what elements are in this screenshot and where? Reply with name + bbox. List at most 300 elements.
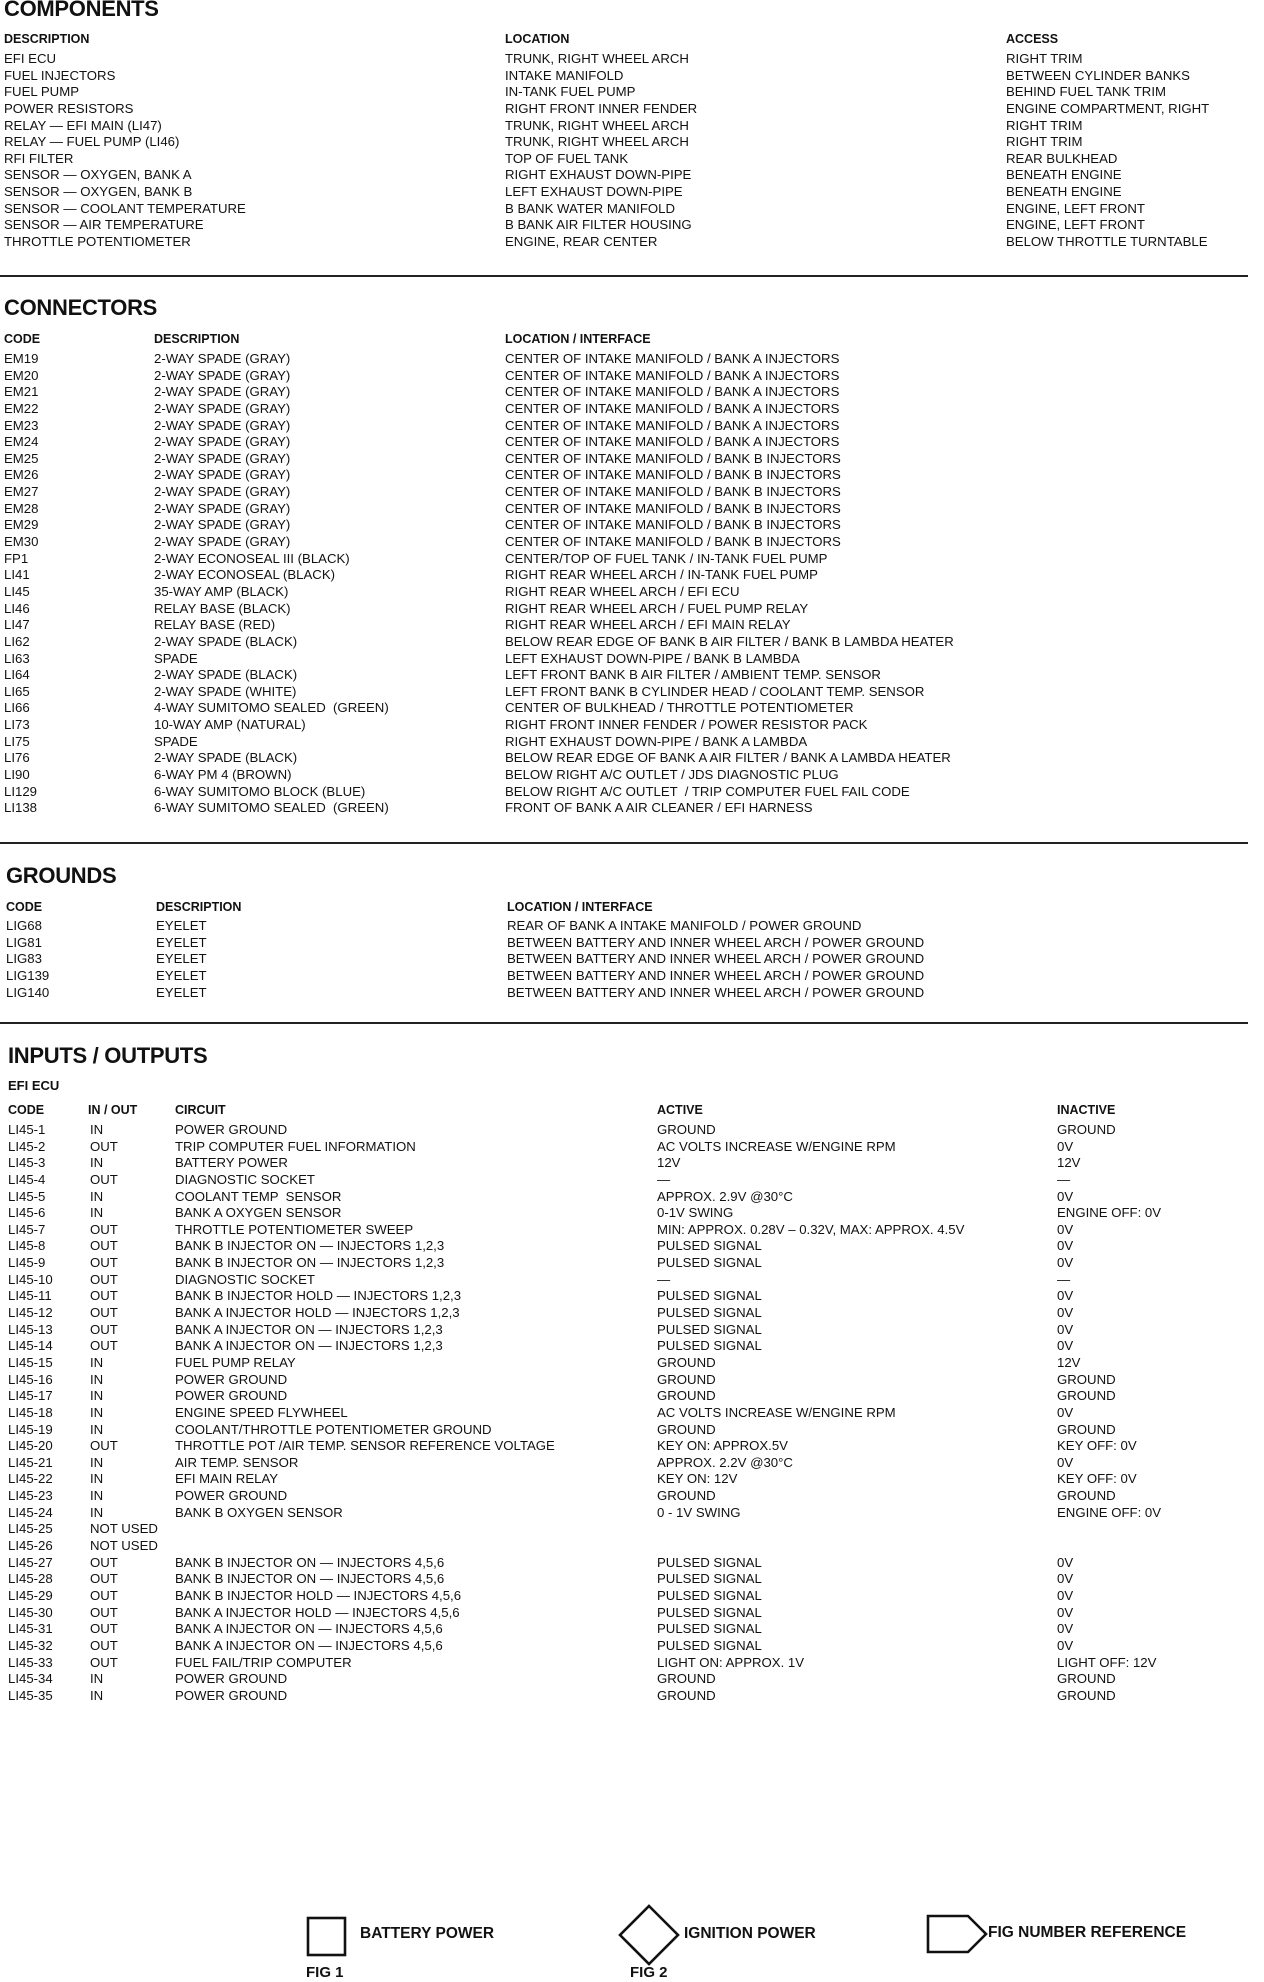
- io-active-cell: —: [657, 1271, 671, 1287]
- connectors-location-cell: BELOW REAR EDGE OF BANK B AIR FILTER / BANK B LAMBDA HEATER: [505, 633, 954, 649]
- connectors-description-cell: SPADE: [154, 733, 198, 749]
- io-inout-cell: IN: [90, 1471, 104, 1487]
- components-location-cell: RIGHT EXHAUST DOWN-PIPE: [505, 167, 692, 183]
- components-access-cell: BETWEEN CYLINDER BANKS: [1006, 67, 1190, 83]
- io-active-cell: GROUND: [657, 1687, 716, 1703]
- io-inout-cell: IN: [90, 1205, 104, 1221]
- io-active-cell: PULSED SIGNAL: [657, 1255, 762, 1271]
- section-divider: [0, 275, 1248, 277]
- io-header-code: CODE: [8, 1103, 45, 1117]
- fig1-label: FIG 1: [306, 1964, 344, 1981]
- io-inout-cell: IN: [90, 1454, 104, 1470]
- io-inactive-cell: 0V: [1057, 1188, 1074, 1204]
- fig-number-reference-label: FIG NUMBER REFERENCE: [988, 1924, 1187, 1941]
- io-circuit-cell: BANK B INJECTOR ON — INJECTORS 1,2,3: [175, 1255, 445, 1271]
- connectors-code-cell: LI66: [4, 700, 30, 716]
- connectors-code-cell: LI45: [4, 583, 30, 599]
- io-inout-cell: IN: [90, 1404, 104, 1420]
- io-circuit-cell: ENGINE SPEED FLYWHEEL: [175, 1404, 348, 1420]
- io-inout-cell: OUT: [90, 1338, 118, 1354]
- io-inactive-cell: 0V: [1057, 1621, 1074, 1637]
- components-description-column: [4, 51, 246, 251]
- components-location-column: [505, 51, 697, 251]
- io-inout-cell: OUT: [90, 1571, 118, 1587]
- connectors-code-cell: EM29: [4, 517, 39, 533]
- io-inactive-cell: 0V: [1057, 1604, 1074, 1620]
- connectors-location-cell: CENTER OF INTAKE MANIFOLD / BANK B INJECTORS: [505, 517, 841, 533]
- io-active-cell: AC VOLTS INCREASE W/ENGINE RPM: [657, 1138, 896, 1154]
- io-circuit-cell: BANK A INJECTOR ON — INJECTORS 1,2,3: [175, 1338, 443, 1354]
- grounds-location-column: [507, 918, 924, 1001]
- io-code-cell: LI45-21: [8, 1454, 53, 1470]
- io-active-cell: PULSED SIGNAL: [657, 1637, 762, 1653]
- connectors-description-cell: RELAY BASE (RED): [154, 617, 276, 633]
- components-access-cell: BENEATH ENGINE: [1006, 184, 1122, 200]
- connectors-code-cell: EM28: [4, 500, 39, 516]
- connectors-location-cell: CENTER OF INTAKE MANIFOLD / BANK A INJECTORS: [505, 434, 840, 450]
- connectors-location-cell: CENTER OF INTAKE MANIFOLD / BANK B INJECTORS: [505, 467, 841, 483]
- io-inout-cell: IN: [90, 1354, 104, 1370]
- grounds-code-cell: LIG83: [6, 951, 42, 967]
- connectors-location-cell: CENTER OF INTAKE MANIFOLD / BANK B INJECTORS: [505, 534, 841, 550]
- connectors-location-cell: RIGHT FRONT INNER FENDER / POWER RESISTOR PACK: [505, 717, 868, 733]
- components-description-cell: FUEL INJECTORS: [4, 67, 116, 83]
- grounds-code-cell: LIG81: [6, 934, 42, 950]
- io-active-cell: PULSED SIGNAL: [657, 1554, 762, 1570]
- connectors-location-cell: BELOW RIGHT A/C OUTLET / TRIP COMPUTER FUEL FAIL CODE: [505, 783, 910, 799]
- io-code-cell: LI45-28: [8, 1571, 53, 1587]
- components-access-cell: BELOW THROTTLE TURNTABLE: [1006, 234, 1208, 250]
- grounds-description-column: [156, 918, 207, 1001]
- io-code-cell: LI45-26: [8, 1538, 53, 1554]
- io-header-inout: IN / OUT: [88, 1103, 138, 1117]
- connectors-location-cell: LEFT EXHAUST DOWN-PIPE / BANK B LAMBDA: [505, 650, 800, 666]
- io-inout-cell: IN: [90, 1122, 104, 1137]
- io-inout-cell: OUT: [90, 1438, 118, 1454]
- io-circuit-cell: TRIP COMPUTER FUEL INFORMATION: [175, 1138, 416, 1154]
- io-active-cell: GROUND: [657, 1354, 716, 1370]
- io-circuit-cell: POWER GROUND: [175, 1687, 288, 1703]
- connectors-code-cell: LI76: [4, 750, 30, 766]
- io-code-cell: LI45-29: [8, 1587, 53, 1603]
- io-active-cell: APPROX. 2.2V @30°C: [657, 1454, 793, 1470]
- connectors-description-cell: 2-WAY SPADE (GRAY): [154, 417, 291, 433]
- connectors-location-cell: BELOW RIGHT A/C OUTLET / JDS DIAGNOSTIC PLUG: [505, 767, 839, 783]
- connectors-location-cell: LEFT FRONT BANK B CYLINDER HEAD / COOLANT TEMP. SENSOR: [505, 683, 925, 699]
- grounds-location-cell: BETWEEN BATTERY AND INNER WHEEL ARCH / POWER GROUND: [507, 967, 925, 983]
- io-circuit-cell: BATTERY POWER: [175, 1155, 288, 1171]
- components-header-access: ACCESS: [1006, 32, 1059, 46]
- connectors-description-cell: SPADE: [154, 650, 198, 666]
- battery-power-label: BATTERY POWER: [360, 1925, 495, 1942]
- io-inout-cell: OUT: [90, 1587, 118, 1603]
- connectors-description-cell: 2-WAY SPADE (GRAY): [154, 484, 291, 500]
- io-code-cell: LI45-35: [8, 1687, 53, 1703]
- connectors-code-cell: LI65: [4, 683, 30, 699]
- components-description-cell: SENSOR — COOLANT TEMPERATURE: [4, 200, 246, 216]
- io-inout-cell: OUT: [90, 1321, 118, 1337]
- io-active-cell: GROUND: [657, 1371, 716, 1387]
- io-inactive-cell: ENGINE OFF: 0V: [1057, 1205, 1162, 1221]
- components-location-cell: TRUNK, RIGHT WHEEL ARCH: [505, 117, 689, 133]
- connectors-location-cell: BELOW REAR EDGE OF BANK A AIR FILTER / BANK A LAMBDA HEATER: [505, 750, 951, 766]
- connectors-code-cell: LI63: [4, 650, 30, 666]
- io-inactive-cell: 0V: [1057, 1221, 1074, 1237]
- io-circuit-cell: BANK A INJECTOR ON — INJECTORS 4,5,6: [175, 1621, 443, 1637]
- io-active-cell: MIN: APPROX. 0.28V – 0.32V, MAX: APPROX. 4.5V: [657, 1221, 965, 1237]
- grounds-title: GROUNDS: [6, 863, 117, 888]
- io-active-cell: [657, 1521, 964, 1538]
- io-circuit-cell: BANK B INJECTOR ON — INJECTORS 1,2,3: [175, 1238, 445, 1254]
- connectors-description-cell: 2-WAY ECONOSEAL III (BLACK): [154, 550, 350, 566]
- fig2-label: FIG 2: [630, 1964, 668, 1981]
- io-inactive-cell: 0V: [1057, 1404, 1074, 1420]
- io-active-cell: PULSED SIGNAL: [657, 1338, 762, 1354]
- io-circuit-cell: BANK A INJECTOR ON — INJECTORS 1,2,3: [175, 1321, 443, 1337]
- components-location-cell: ENGINE, REAR CENTER: [505, 234, 658, 250]
- components-access-cell: RIGHT TRIM: [1006, 134, 1083, 150]
- connectors-code-cell: EM21: [4, 384, 39, 400]
- connectors-code-cell: LI62: [4, 633, 30, 649]
- io-active-cell: GROUND: [657, 1388, 716, 1404]
- connectors-description-cell: 2-WAY SPADE (GRAY): [154, 400, 291, 416]
- io-active-cell: LIGHT ON: APPROX. 1V: [657, 1654, 805, 1670]
- io-circuit-column: [175, 1122, 555, 1704]
- grounds-location-cell: REAR OF BANK A INTAKE MANIFOLD / POWER GROUND: [507, 918, 862, 933]
- connectors-location-cell: CENTER OF INTAKE MANIFOLD / BANK B INJECTORS: [505, 500, 841, 516]
- io-active-cell: AC VOLTS INCREASE W/ENGINE RPM: [657, 1404, 896, 1420]
- components-access-cell: BENEATH ENGINE: [1006, 167, 1122, 183]
- connectors-description-cell: 2-WAY SPADE (GRAY): [154, 384, 291, 400]
- io-inout-cell: NOT USED: [90, 1538, 158, 1554]
- grounds-description-cell: EYELET: [156, 984, 207, 1000]
- connectors-code-cell: EM24: [4, 434, 39, 450]
- io-active-cell: GROUND: [657, 1421, 716, 1437]
- components-location-cell: TRUNK, RIGHT WHEEL ARCH: [505, 51, 689, 66]
- io-active-cell: GROUND: [657, 1488, 716, 1504]
- io-inout-cell: OUT: [90, 1138, 118, 1154]
- io-code-cell: LI45-22: [8, 1471, 53, 1487]
- io-inout-cell: IN: [90, 1488, 104, 1504]
- io-active-cell: PULSED SIGNAL: [657, 1571, 762, 1587]
- io-inactive-cell: [1057, 1521, 1161, 1538]
- connectors-description-cell: 2-WAY SPADE (GRAY): [154, 351, 291, 366]
- ignition-power-diamond-icon: [618, 1904, 680, 1966]
- connectors-description-column: [154, 351, 389, 817]
- io-circuit-cell: FUEL PUMP RELAY: [175, 1354, 296, 1370]
- io-inout-cell: OUT: [90, 1654, 118, 1670]
- io-inout-cell: OUT: [90, 1238, 118, 1254]
- io-inout-cell: IN: [90, 1504, 104, 1520]
- io-inout-cell: OUT: [90, 1621, 118, 1637]
- connectors-description-cell: 10-WAY AMP (NATURAL): [154, 717, 306, 733]
- io-circuit-cell: DIAGNOSTIC SOCKET: [175, 1271, 315, 1287]
- battery-power-square-icon: [306, 1916, 348, 1958]
- io-active-cell: APPROX. 2.9V @30°C: [657, 1188, 793, 1204]
- io-inactive-cell: GROUND: [1057, 1671, 1116, 1687]
- io-circuit-cell: DIAGNOSTIC SOCKET: [175, 1171, 315, 1187]
- components-access-cell: REAR BULKHEAD: [1006, 150, 1118, 166]
- io-inout-cell: NOT USED: [90, 1521, 158, 1537]
- io-code-cell: LI45-3: [8, 1155, 46, 1171]
- io-code-cell: LI45-8: [8, 1238, 46, 1254]
- components-location-cell: RIGHT FRONT INNER FENDER: [505, 100, 698, 116]
- io-code-cell: LI45-17: [8, 1388, 53, 1404]
- connectors-header-description: DESCRIPTION: [154, 332, 240, 346]
- io-inactive-cell: GROUND: [1057, 1122, 1116, 1137]
- io-code-cell: LI45-19: [8, 1421, 53, 1437]
- connectors-location-cell: CENTER/TOP OF FUEL TANK / IN-TANK FUEL PUMP: [505, 550, 828, 566]
- components-description-cell: RELAY — FUEL PUMP (LI46): [4, 134, 180, 150]
- io-active-cell: KEY ON: APPROX.5V: [657, 1438, 788, 1454]
- grounds-code-cell: LIG140: [6, 984, 50, 1000]
- connectors-code-cell: EM19: [4, 351, 39, 366]
- io-code-cell: LI45-32: [8, 1637, 53, 1653]
- io-inout-cell: IN: [90, 1155, 104, 1171]
- connectors-code-column: [4, 351, 38, 817]
- io-code-cell: LI45-23: [8, 1488, 53, 1504]
- io-subtitle: EFI ECU: [8, 1078, 60, 1093]
- connectors-description-cell: 2-WAY SPADE (GRAY): [154, 517, 291, 533]
- io-inactive-cell: —: [1057, 1171, 1071, 1187]
- connectors-location-cell: RIGHT REAR WHEEL ARCH / EFI ECU: [505, 583, 740, 599]
- io-code-cell: LI45-12: [8, 1305, 53, 1321]
- io-inout-cell: IN: [90, 1388, 104, 1404]
- components-access-cell: RIGHT TRIM: [1006, 117, 1083, 133]
- io-inactive-cell: 0V: [1057, 1554, 1074, 1570]
- io-circuit-cell: THROTTLE POT /AIR TEMP. SENSOR REFERENCE VOLTAGE: [175, 1438, 555, 1454]
- connectors-location-cell: FRONT OF BANK A AIR CLEANER / EFI HARNESS: [505, 800, 813, 816]
- connectors-code-cell: LI64: [4, 667, 30, 683]
- io-circuit-cell: BANK A INJECTOR HOLD — INJECTORS 4,5,6: [175, 1604, 460, 1620]
- connectors-description-cell: 6-WAY SUMITOMO BLOCK (BLUE): [154, 783, 366, 799]
- connectors-code-cell: FP1: [4, 550, 29, 566]
- io-circuit-cell: BANK B INJECTOR ON — INJECTORS 4,5,6: [175, 1571, 445, 1587]
- grounds-description-cell: EYELET: [156, 918, 207, 933]
- connectors-description-cell: 2-WAY SPADE (GRAY): [154, 500, 291, 516]
- io-inout-cell: IN: [90, 1421, 104, 1437]
- connectors-description-cell: 2-WAY SPADE (GRAY): [154, 467, 291, 483]
- io-active-cell: PULSED SIGNAL: [657, 1604, 762, 1620]
- io-header-circuit: CIRCUIT: [175, 1103, 226, 1117]
- components-description-cell: RELAY — EFI MAIN (LI47): [4, 117, 162, 133]
- components-access-cell: ENGINE, LEFT FRONT: [1006, 200, 1145, 216]
- grounds-location-cell: BETWEEN BATTERY AND INNER WHEEL ARCH / POWER GROUND: [507, 984, 925, 1000]
- components-description-cell: POWER RESISTORS: [4, 100, 134, 116]
- connectors-code-cell: LI41: [4, 567, 30, 583]
- io-active-cell: PULSED SIGNAL: [657, 1621, 762, 1637]
- io-inactive-cell: 0V: [1057, 1238, 1074, 1254]
- io-code-cell: LI45-33: [8, 1654, 53, 1670]
- connectors-location-cell: CENTER OF INTAKE MANIFOLD / BANK A INJECTORS: [505, 351, 840, 366]
- connectors-location-cell: CENTER OF INTAKE MANIFOLD / BANK B INJECTORS: [505, 484, 841, 500]
- components-title: COMPONENTS: [4, 0, 159, 21]
- io-inactive-cell: —: [1057, 1271, 1071, 1287]
- connectors-location-cell: CENTER OF INTAKE MANIFOLD / BANK B INJECTORS: [505, 450, 841, 466]
- connectors-location-cell: RIGHT REAR WHEEL ARCH / IN-TANK FUEL PUMP: [505, 567, 818, 583]
- connectors-location-cell: LEFT FRONT BANK B AIR FILTER / AMBIENT TEMP. SENSOR: [505, 667, 881, 683]
- components-location-cell: B BANK WATER MANIFOLD: [505, 200, 675, 216]
- io-code-cell: LI45-25: [8, 1521, 53, 1537]
- io-circuit-cell: [175, 1538, 555, 1555]
- io-code-cell: LI45-15: [8, 1354, 53, 1370]
- grounds-code-cell: LIG68: [6, 918, 42, 933]
- io-active-cell: PULSED SIGNAL: [657, 1587, 762, 1603]
- io-inactive-cell: 0V: [1057, 1288, 1074, 1304]
- connectors-description-cell: 2-WAY ECONOSEAL (BLACK): [154, 567, 336, 583]
- io-title: INPUTS / OUTPUTS: [8, 1043, 208, 1068]
- connectors-code-cell: EM23: [4, 417, 39, 433]
- io-circuit-cell: COOLANT TEMP SENSOR: [175, 1188, 342, 1204]
- io-inout-cell: OUT: [90, 1221, 118, 1237]
- grounds-code-column: [6, 918, 49, 1001]
- io-circuit-cell: EFI MAIN RELAY: [175, 1471, 279, 1487]
- connectors-location-cell: RIGHT EXHAUST DOWN-PIPE / BANK A LAMBDA: [505, 733, 808, 749]
- io-circuit-cell: BANK B INJECTOR HOLD — INJECTORS 1,2,3: [175, 1288, 462, 1304]
- io-active-cell: [657, 1538, 964, 1555]
- connectors-location-cell: CENTER OF INTAKE MANIFOLD / BANK A INJECTORS: [505, 400, 840, 416]
- io-active-cell: PULSED SIGNAL: [657, 1238, 762, 1254]
- fig-number-reference-arrow-icon: [926, 1914, 988, 1954]
- connectors-location-cell: CENTER OF BULKHEAD / THROTTLE POTENTIOMETER: [505, 700, 854, 716]
- io-circuit-cell: THROTTLE POTENTIOMETER SWEEP: [175, 1221, 414, 1237]
- components-description-cell: SENSOR — OXYGEN, BANK B: [4, 184, 193, 200]
- io-active-cell: PULSED SIGNAL: [657, 1288, 762, 1304]
- io-inactive-cell: GROUND: [1057, 1687, 1116, 1703]
- components-location-cell: TOP OF FUEL TANK: [505, 150, 629, 166]
- io-inactive-cell: 12V: [1057, 1155, 1081, 1171]
- io-circuit-cell: POWER GROUND: [175, 1488, 288, 1504]
- connectors-code-cell: EM25: [4, 450, 39, 466]
- grounds-location-cell: BETWEEN BATTERY AND INNER WHEEL ARCH / POWER GROUND: [507, 934, 925, 950]
- components-access-cell: ENGINE, LEFT FRONT: [1006, 217, 1145, 233]
- connectors-location-cell: RIGHT REAR WHEEL ARCH / EFI MAIN RELAY: [505, 617, 791, 633]
- connectors-location-cell: CENTER OF INTAKE MANIFOLD / BANK A INJECTORS: [505, 384, 840, 400]
- io-inactive-cell: GROUND: [1057, 1371, 1116, 1387]
- io-active-cell: 12V: [657, 1155, 681, 1171]
- io-inout-cell: IN: [90, 1188, 104, 1204]
- io-inactive-cell: 0V: [1057, 1637, 1074, 1653]
- io-inactive-cell: GROUND: [1057, 1388, 1116, 1404]
- io-circuit-cell: [175, 1521, 555, 1538]
- io-inactive-cell: 0V: [1057, 1587, 1074, 1603]
- grounds-location-cell: BETWEEN BATTERY AND INNER WHEEL ARCH / POWER GROUND: [507, 951, 925, 967]
- io-inactive-cell: KEY OFF: 0V: [1057, 1471, 1137, 1487]
- components-location-cell: B BANK AIR FILTER HOUSING: [505, 217, 692, 233]
- components-description-cell: EFI ECU: [4, 51, 57, 66]
- grounds-description-cell: EYELET: [156, 967, 207, 983]
- io-circuit-cell: FUEL FAIL/TRIP COMPUTER: [175, 1654, 352, 1670]
- io-inout-cell: IN: [90, 1671, 104, 1687]
- connectors-description-cell: RELAY BASE (BLACK): [154, 600, 291, 616]
- io-inout-cell: OUT: [90, 1604, 118, 1620]
- components-access-column: [1006, 51, 1209, 251]
- components-description-cell: FUEL PUMP: [4, 84, 79, 100]
- io-code-cell: LI45-18: [8, 1404, 53, 1420]
- io-circuit-cell: POWER GROUND: [175, 1122, 288, 1137]
- connectors-description-cell: 6-WAY SUMITOMO SEALED (GREEN): [154, 800, 389, 816]
- io-inactive-cell: 0V: [1057, 1338, 1074, 1354]
- connectors-header-code: CODE: [4, 332, 41, 346]
- io-code-cell: LI45-2: [8, 1138, 46, 1154]
- io-active-cell: 0 - 1V SWING: [657, 1504, 741, 1520]
- components-description-cell: SENSOR — OXYGEN, BANK A: [4, 167, 192, 183]
- connectors-description-cell: 2-WAY SPADE (BLACK): [154, 633, 298, 649]
- io-inout-column: [90, 1122, 158, 1704]
- io-circuit-cell: POWER GROUND: [175, 1671, 288, 1687]
- connectors-title: CONNECTORS: [4, 295, 158, 320]
- io-circuit-cell: POWER GROUND: [175, 1388, 288, 1404]
- io-code-cell: LI45-30: [8, 1604, 53, 1620]
- io-circuit-cell: POWER GROUND: [175, 1371, 288, 1387]
- connectors-description-cell: 2-WAY SPADE (GRAY): [154, 534, 291, 550]
- io-code-cell: LI45-24: [8, 1504, 53, 1520]
- io-inactive-cell: 0V: [1057, 1454, 1074, 1470]
- connectors-code-cell: LI129: [4, 783, 38, 799]
- components-header-description: DESCRIPTION: [4, 32, 90, 46]
- grounds-description-cell: EYELET: [156, 951, 207, 967]
- io-active-cell: GROUND: [657, 1122, 716, 1137]
- grounds-header-location: LOCATION / INTERFACE: [507, 900, 653, 914]
- io-circuit-cell: BANK A OXYGEN SENSOR: [175, 1205, 342, 1221]
- io-code-cell: LI45-16: [8, 1371, 53, 1387]
- grounds-description-cell: EYELET: [156, 934, 207, 950]
- connectors-location-cell: RIGHT REAR WHEEL ARCH / FUEL PUMP RELAY: [505, 600, 809, 616]
- connectors-description-cell: 4-WAY SUMITOMO SEALED (GREEN): [154, 700, 389, 716]
- io-header-inactive: INACTIVE: [1057, 1103, 1116, 1117]
- io-inactive-cell: [1057, 1538, 1161, 1555]
- io-active-cell: KEY ON: 12V: [657, 1471, 738, 1487]
- connectors-code-cell: LI46: [4, 600, 30, 616]
- ignition-power-label: IGNITION POWER: [684, 1925, 816, 1942]
- io-inout-cell: OUT: [90, 1171, 118, 1187]
- io-code-cell: LI45-10: [8, 1271, 53, 1287]
- io-code-cell: LI45-4: [8, 1171, 46, 1187]
- io-inout-cell: OUT: [90, 1288, 118, 1304]
- connectors-description-cell: 2-WAY SPADE (GRAY): [154, 367, 291, 383]
- io-inactive-cell: 0V: [1057, 1321, 1074, 1337]
- connectors-description-cell: 2-WAY SPADE (BLACK): [154, 750, 298, 766]
- components-location-cell: TRUNK, RIGHT WHEEL ARCH: [505, 134, 689, 150]
- io-active-column: [657, 1122, 964, 1704]
- io-inactive-cell: GROUND: [1057, 1421, 1116, 1437]
- io-inout-cell: OUT: [90, 1255, 118, 1271]
- io-inout-cell: OUT: [90, 1271, 118, 1287]
- components-header-location: LOCATION: [505, 32, 570, 46]
- io-circuit-cell: BANK B INJECTOR ON — INJECTORS 4,5,6: [175, 1554, 445, 1570]
- io-code-column: [8, 1122, 53, 1704]
- io-code-cell: LI45-20: [8, 1438, 53, 1454]
- io-active-cell: GROUND: [657, 1671, 716, 1687]
- components-description-cell: RFI FILTER: [4, 150, 74, 166]
- connectors-code-cell: EM22: [4, 400, 39, 416]
- components-location-cell: LEFT EXHAUST DOWN-PIPE: [505, 184, 683, 200]
- components-description-cell: THROTTLE POTENTIOMETER: [4, 234, 191, 250]
- connectors-location-column: [505, 351, 954, 817]
- connectors-code-cell: LI90: [4, 767, 30, 783]
- components-access-cell: RIGHT TRIM: [1006, 51, 1083, 66]
- section-divider: [0, 1022, 1248, 1024]
- io-inactive-cell: LIGHT OFF: 12V: [1057, 1654, 1157, 1670]
- io-code-cell: LI45-27: [8, 1554, 53, 1570]
- io-code-cell: LI45-5: [8, 1188, 46, 1204]
- io-inactive-cell: 0V: [1057, 1305, 1074, 1321]
- io-inactive-column: [1057, 1122, 1161, 1704]
- io-inactive-cell: GROUND: [1057, 1488, 1116, 1504]
- connectors-description-cell: 6-WAY PM 4 (BROWN): [154, 767, 292, 783]
- io-code-cell: LI45-1: [8, 1122, 46, 1137]
- connectors-code-cell: LI75: [4, 733, 30, 749]
